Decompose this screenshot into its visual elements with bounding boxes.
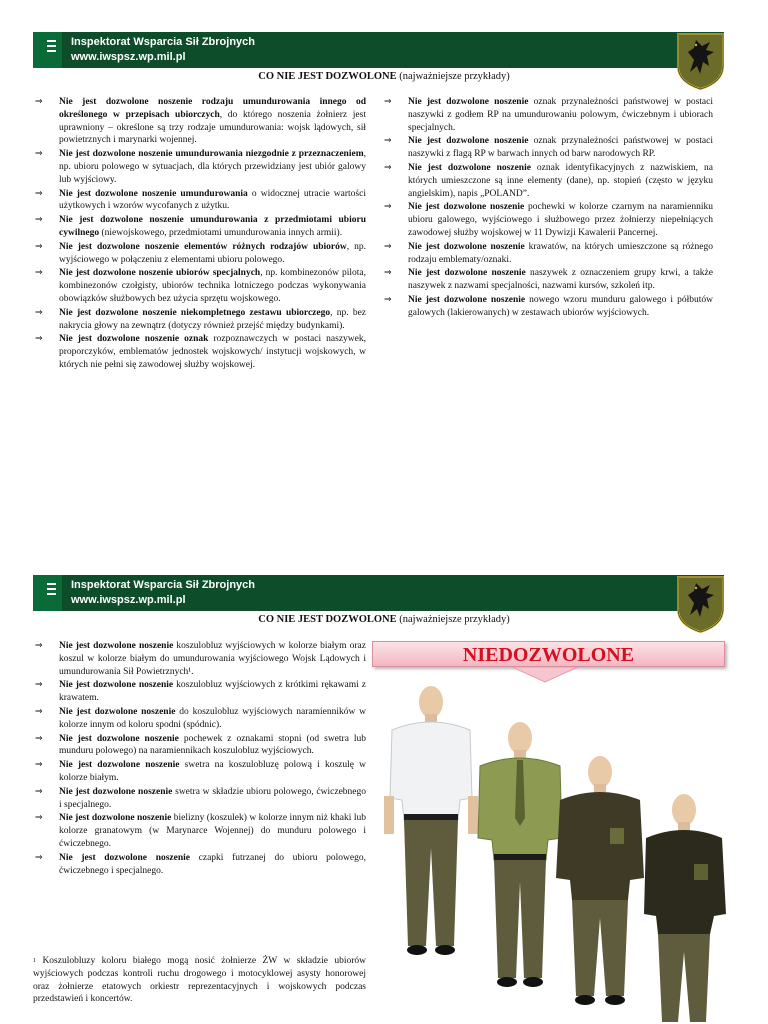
- page1-title: CO NIE JEST DOZWOLONE (najważniejsze przykłady): [258, 71, 510, 82]
- list-item: ⇒ Nie jest dozwolone noszenie oznak przynależności państwowej w postaci naszywki z godłem RP na umundurowaniu polowym, ćwiczebnym i ubiorach specjalnych.: [384, 97, 713, 133]
- double-arrow-icon: ⇒: [384, 294, 392, 305]
- page2-left-column: [35, 640, 366, 878]
- list-item: ⇒ Nie jest dozwolone noszenie pochewek z oznakami stopni (od swetra lub munduru polowego) na naramiennikach koszulobluz wyjściowych.: [35, 733, 367, 757]
- double-arrow-icon: ⇒: [35, 680, 43, 691]
- menu-icon: [47, 40, 56, 55]
- list-item: ⇒ Nie jest dozwolone noszenie bielizny (koszulek) w kolorze innym niż khaki lub kolorze granatowym (w Marynarce Wojennej) do munduru polowego i ćwiczebnego.: [35, 813, 366, 849]
- list-item: ⇒ Nie jest dozwolone noszenie czapki futrzanej do ubioru polowego, ćwiczebnego i specjalnego.: [35, 852, 366, 876]
- uniforms-photo: [374, 678, 726, 1024]
- double-arrow-icon: ⇒: [35, 334, 43, 345]
- org-name: Inspektorat Wsparcia Sił Zbrojnych: [71, 579, 255, 591]
- double-arrow-icon: ⇒: [35, 268, 43, 279]
- list-item: ⇒ Nie jest dozwolone noszenie do koszulobluz wyjściowych naramienników w kolorze innym od koloru spodni (spódnic).: [35, 706, 366, 730]
- list-item: ⇒ Nie jest dozwolone noszenie ubiorów specjalnych, np. kombinezonów pilota, kombinezonów czołgisty, ubiorów technika lotniczego podczas wykonywania obowiązków służbowych bez użycia sprzętu wojskowego.: [35, 268, 366, 304]
- double-arrow-icon: ⇒: [35, 149, 43, 160]
- list-item: ⇒ Nie jest dozwolone noszenie nowego wzoru munduru galowego i półbutów galowych (lakierowanych) w zestawach ubiorów wyjściowych.: [384, 294, 713, 318]
- double-arrow-icon: ⇒: [35, 786, 43, 797]
- footnote-text: Koszulobluzy koloru białego mogą nosić żołnierze ŻW w składzie ubiorów wyjściowych podczas kontroli ruchu drogowego i motocyklowej asysty honorowej oraz żołnierze etatowych orkiestr reprezentacyjnych i wojskowych podczas przedstawień i koncertów.: [33, 956, 367, 1005]
- page1-left-column: [35, 96, 366, 373]
- mannequin-white-shirt: [384, 686, 478, 955]
- list-item: ⇒ Nie jest dozwolone noszenie krawatów, na których umieszczone są różnego rodzaju emblematy/oznaki.: [384, 241, 713, 265]
- double-arrow-icon: ⇒: [35, 706, 43, 717]
- list-item: ⇒ Nie jest dozwolone noszenie koszulobluz wyjściowych z krótkimi rękawami z krawatem.: [35, 680, 366, 704]
- double-arrow-icon: ⇒: [384, 268, 392, 279]
- org-website[interactable]: www.iwspsz.wp.mil.pl: [71, 51, 186, 63]
- mannequin-khaki-shirt: [478, 722, 562, 987]
- list-item: ⇒ Nie jest dozwolone noszenie umundurowania o widocznej utracie wartości użytkowych i wzorów wycofanych z użytku.: [35, 188, 366, 212]
- menu-icon: [47, 583, 56, 598]
- header-bar: [33, 575, 724, 611]
- double-arrow-icon: ⇒: [384, 162, 392, 173]
- page2-title: CO NIE JEST DOZWOLONE (najważniejsze przykłady): [258, 614, 510, 625]
- list-item: ⇒ Nie jest dozwolone noszenie oznak rozpoznawczych w postaci naszywek, proporczyków, emblematów jednostek wojskowych/ instytucji wojskowych, w których nie pełni się zawodowej służby wojskowej.: [35, 334, 366, 370]
- header-org: [71, 35, 255, 65]
- header-org: [71, 578, 255, 608]
- double-arrow-icon: ⇒: [35, 733, 43, 744]
- list-item: ⇒ Nie jest dozwolone noszenie oznak identyfikacyjnych z nazwiskiem, na których umieszczone są inne elementy (dane), np. stopień (często w języku angielskim), napis „POLAND”.: [384, 162, 713, 199]
- header-bar: [33, 32, 724, 68]
- list-item: ⇒ Nie jest dozwolone noszenie umundurowania z przedmiotami ubioru cywilnego (niewojskowego, przedmiotami umundurowania innych armii).: [35, 215, 366, 238]
- double-arrow-icon: ⇒: [384, 97, 392, 107]
- list-item: ⇒ Nie jest dozwolone noszenie niekompletnego zestawu ubiorczego, np. bez nakrycia głowy na zewnątrz (dotyczy również przejść między budynkami).: [35, 307, 366, 331]
- double-arrow-icon: ⇒: [384, 202, 392, 213]
- double-arrow-icon: ⇒: [35, 641, 43, 651]
- double-arrow-icon: ⇒: [35, 760, 43, 771]
- double-arrow-icon: ⇒: [35, 852, 43, 863]
- list-item: ⇒ Nie jest dozwolone noszenie koszulobluz wyjściowych w kolorze białym oraz koszul w kolorze białym do umundurowania wyjściowego Wojsk Lądowych i umundurowania Sił Powietrznych¹.: [35, 641, 366, 677]
- double-arrow-icon: ⇒: [384, 241, 392, 252]
- list-item: ⇒ Nie jest dozwolone noszenie swetra w składzie ubioru polowego, ćwiczebnego i specjalnego.: [35, 786, 366, 810]
- double-arrow-icon: ⇒: [384, 136, 392, 147]
- double-arrow-icon: ⇒: [35, 188, 43, 199]
- double-arrow-icon: ⇒: [35, 97, 43, 107]
- footnote: [33, 955, 366, 1006]
- list-item: ⇒ Nie jest dozwolone noszenie elementów różnych rodzajów ubiorów, np. wyjściowego w połączeniu z elementami ubioru polowego.: [35, 241, 367, 265]
- list-item: ⇒ Nie jest dozwolone noszenie naszywek z oznaczeniem grupy krwi, a także naszywek z nazwami specjalności, nazwami kursów, szkoleń itp.: [384, 268, 713, 292]
- org-website[interactable]: www.iwspsz.wp.mil.pl: [71, 594, 186, 606]
- list-item: ⇒ Nie jest dozwolone noszenie umundurowania niezgodnie z przeznaczeniem, np. ubioru polowego w sytuacjach, dla których przewidziany jest ubiór galowy lub wyjściowy.: [35, 149, 366, 185]
- list-item: ⇒ Nie jest dozwolone noszenie pochewki w kolorze czarnym na naramienniku ubioru galowego, wyjściowego i służbowego przez żołnierzy niepełniących zawodowej służby wojskowej w 11 Dywizji Kawalerii Pancernej.: [384, 202, 713, 238]
- not-allowed-banner: NIEDOZWOLONE: [372, 641, 725, 667]
- org-name: Inspektorat Wsparcia Sił Zbrojnych: [71, 36, 255, 48]
- double-arrow-icon: ⇒: [35, 241, 43, 252]
- double-arrow-icon: ⇒: [35, 307, 43, 318]
- list-item: ⇒ Nie jest dozwolone noszenie oznak przynależności państwowej w postaci naszywki z flagą RP w barwach innych od barw narodowych RP.: [384, 136, 713, 160]
- list-item: ⇒ Nie jest dozwolone noszenie swetra na koszulobluzę polową i koszulę w kolorze białym.: [35, 760, 366, 783]
- footnote-mark: 1: [33, 958, 36, 964]
- double-arrow-icon: ⇒: [35, 215, 43, 226]
- mannequin-olive-sweater: [556, 756, 644, 1005]
- page1-right-column: [384, 96, 713, 321]
- mannequin-dark-sweater: [644, 794, 726, 1022]
- double-arrow-icon: ⇒: [35, 813, 43, 824]
- list-item: ⇒ Nie jest dozwolone noszenie rodzaju umundurowania innego od określonego w przepisach ubiorczych, do którego noszenia żołnierz jest uprawniony – określone są trzy rodzaje umundurowania: wojsk lądowych, sił powietrznych i marynarki wojennej.: [35, 97, 366, 146]
